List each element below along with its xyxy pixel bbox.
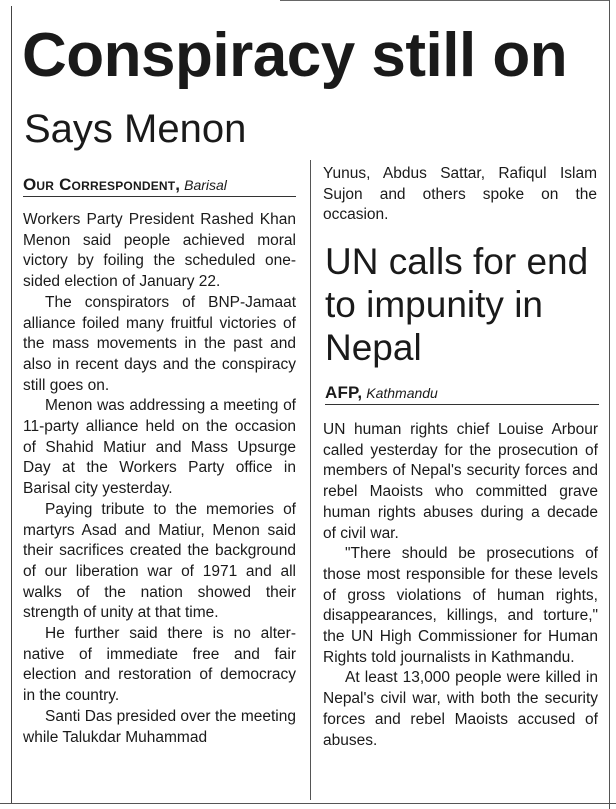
article1-paragraph: Menon was addressing a meeting of 11-party alliance held on the occasion of Shahid Matiur and Mass Upsurge Day at the Workers Party office in Barisal city yesterday. [23,397,296,498]
article2-byline-underline [325,404,599,405]
article1-paragraph: Santi Das presided over the meeting while Talukdar Muhammad [23,707,296,746]
article1-continuation [323,164,597,226]
article2-paragraph: At least 13,000 people were killed in Nepal's civil war, with both the security forces and rebel Maoists accused of abuses. [323,669,598,749]
article1-subhead: Says Menon [24,107,247,151]
article1-paragraph: Workers Party President Rashed Khan Menon said people achieved moral victory by foiling the scheduled one-sided election of January 22. [23,211,296,291]
article2-paragraph: "There should be prosecutions of those most responsible for these levels of gross violations of human rights, disappearances, killings, and torture," the UN High Commissioner for Human Rights told journalists in Kathmandu. [323,545,598,666]
article2-byline [325,383,438,403]
article2-byline-place: Kathmandu [366,385,438,401]
article1-paragraph: The conspirators of BNP-Jamaat alliance foiled many fruitful victories of the mass movements in the past and also in recent days and the conspiracy still goes on. [23,293,296,394]
article1-body [23,210,296,748]
right-border-rule [609,0,610,809]
article1-byline [23,175,227,195]
article1-byline-underline [23,196,296,197]
bottom-border-rule [0,803,616,804]
article1-byline-author: Our Correspondent, [23,175,181,194]
article2-body [323,420,598,751]
article2-paragraph: UN human rights chief Louise Arbour called yesterday for the prosecution of members of Nepal's security forces and rebel Maoists who committed grave human rights abuses during a decade of civil war. [323,421,598,542]
article1-paragraph: He further said there is no alternative of immediate free and fair election and restoration of democracy in the country. [23,625,296,705]
article1-headline: Conspiracy still on [22,21,568,90]
article2-headline: UN calls for end to impunity in Nepal [325,241,589,368]
article1-byline-place: Barisal [184,177,227,193]
left-border-rule [11,6,12,803]
article2-byline-author: AFP, [325,383,363,402]
column-divider [310,160,311,800]
article1-paragraph: Paying tribute to the memories of martyrs Asad and Matiur, Menon said their sacrifices created the background of our liberation war of 1971 and all walks of the nation showed their strength of unity at that time. [23,500,296,622]
top-border-rule [280,0,610,1]
article1-continuation-text: Yunus, Abdus Sattar, Rafiqul Islam Sujon and others spoke on the occasion. [323,165,597,224]
